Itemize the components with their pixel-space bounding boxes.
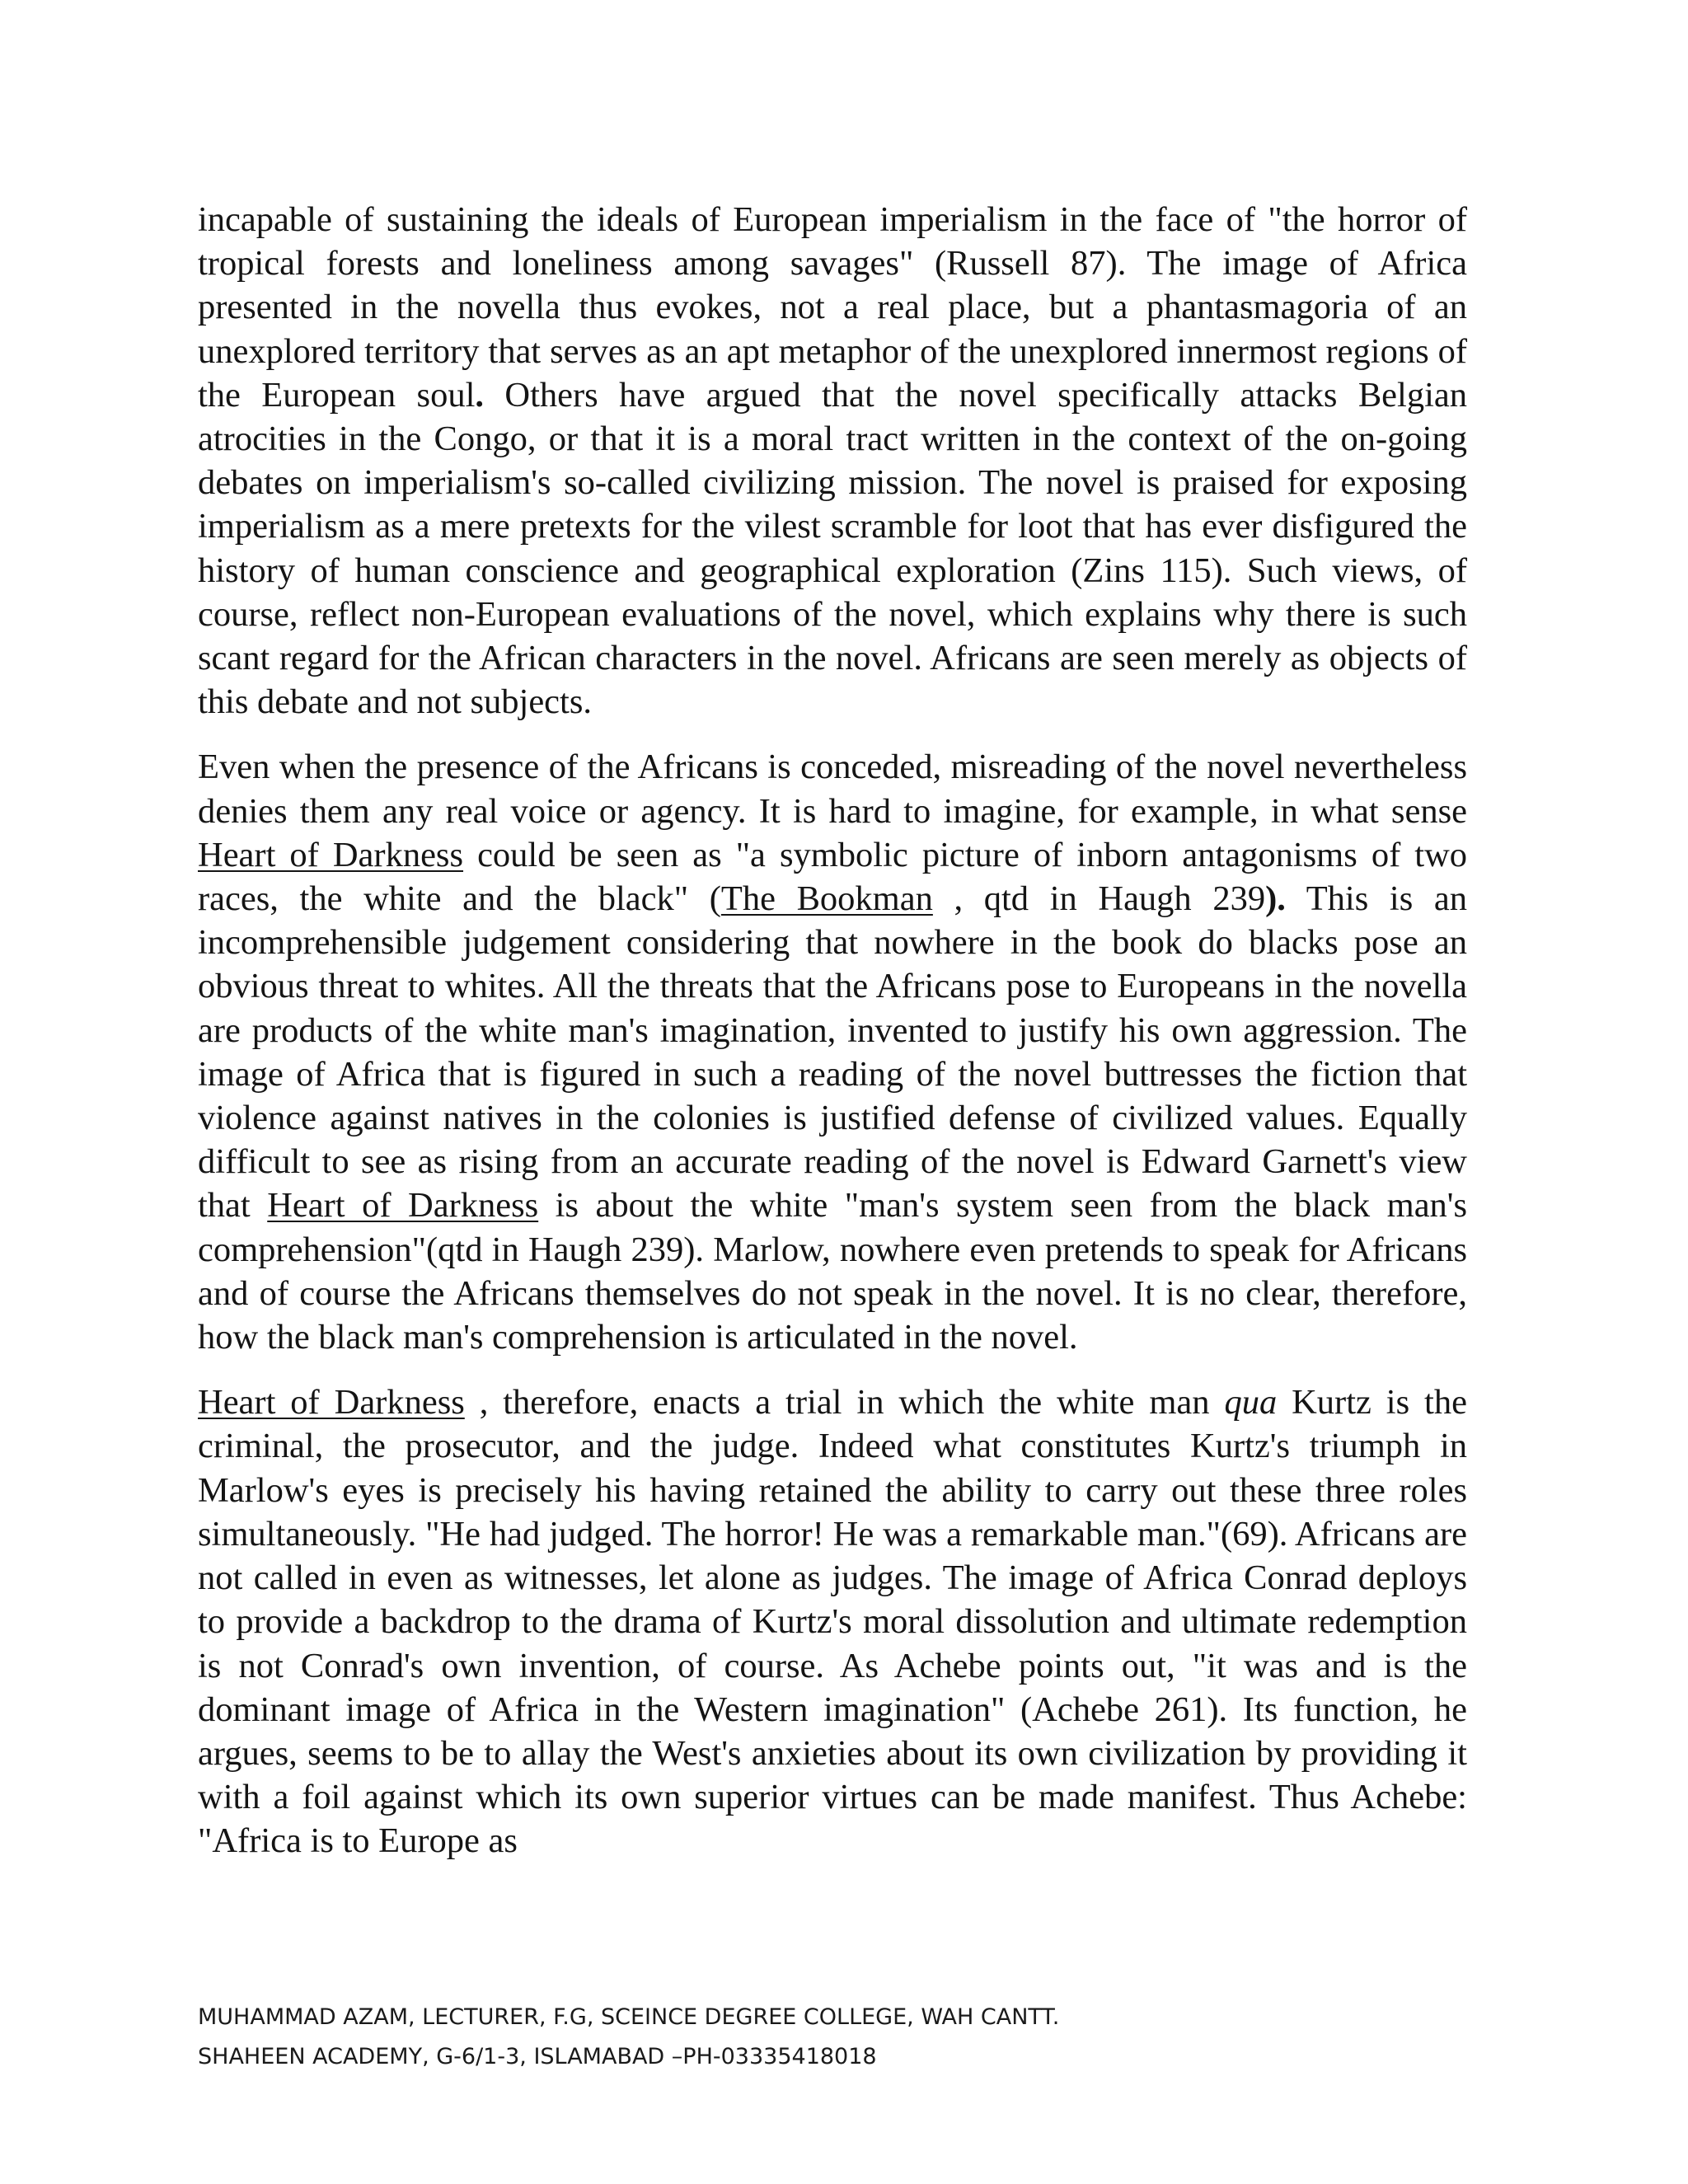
book-title-heart-of-darkness: Heart of Darkness <box>267 1186 539 1226</box>
footer-author-line: MUHAMMAD AZAM, LECTURER, F.G, SCEINCE DEGREE COLLEGE, WAH CANTT. <box>198 2004 1060 2030</box>
book-title-heart-of-darkness: Heart of Darkness <box>198 1383 465 1422</box>
paragraph-3-segment: , therefore, enacts a trial in which the white man <box>464 1383 1225 1422</box>
italic-word-qua: qua <box>1224 1383 1278 1422</box>
book-title-the-bookman: The Bookman <box>720 879 933 919</box>
paragraph-2 <box>198 745 1467 1359</box>
paragraph-1-segment: Others have argued that the novel specifically attacks Belgian atrocities in the Congo, or that it is a moral tract written in the context of the on-going debates on imperialism's so-called civilizing mission. The novel is praised for exposing imperialism as a mere pretexts for the vilest scramble for loot that has ever disfigured the history of human conscience and geographical exploration (Zins 115). Such views, of course, reflect non-European evaluations of the novel, which explains why there is such scant regard for the African characters in the novel. Africans are seen merely as objects of this debate and not subjects. <box>198 375 1468 722</box>
paragraph-1-segment: . <box>475 375 485 415</box>
paragraph-2-segment: ). <box>1265 879 1286 919</box>
page-footer <box>198 1998 1467 2077</box>
paragraph-3-segment: Kurtz is the criminal, the prosecutor, and the judge. Indeed what constitutes Kurtz's triumph in Marlow's eyes is precisely his having retained the ability to carry out these three roles simultaneously. "He had judged. The horror! He was a remarkable man."(69). Africans are not called in even as witnesses, let alone as judges. The image of Africa Conrad deploys to provide a backdrop to the drama of Kurtz's moral dissolution and ultimate redemption is not Conrad's own invention, of course. As Achebe points out, "it was and is the dominant image of Africa in the Western imagination" (Achebe 261). Its function, he argues, seems to be to allay the West's anxieties about its own civilization by providing it with a foil against which its own superior virtues can be made manifest. Thus Achebe: "Africa is to Europe as <box>198 1383 1467 1861</box>
paragraph-2-segment: could be seen as "a symbolic picture of inborn antagonisms of two races, the white and the black" ( <box>198 835 1468 919</box>
paragraph-2-segment: Even when the presence of the Africans is conceded, misreading of the novel nevertheless denies them any real voice or agency. It is hard to imagine, for example, in what sense <box>198 748 1467 831</box>
article-body <box>198 198 1467 1885</box>
paragraph-1 <box>198 198 1467 724</box>
book-title-heart-of-darkness: Heart of Darkness <box>198 835 464 874</box>
paragraph-3 <box>198 1380 1467 1863</box>
paragraph-1-segment: incapable of sustaining the ideals of European imperialism in the face of "the horror of tropical forests and loneliness among savages" (Russell 87). The image of Africa presented in the novella thus evokes, not a real place, but a phantasmagoria of an unexplored territory that serves as an apt metaphor of the unexplored innermost regions of the European soul <box>198 200 1467 415</box>
paragraph-2-segment: , qtd in Haugh 239 <box>932 879 1266 919</box>
paragraph-2-segment: This is an incomprehensible judgement considering that nowhere in the book do blacks pose an obvious threat to whites. All the threats that the Africans pose to Europeans in the novella are products of the white man's imagination, invented to justify his own aggression. The image of Africa that is figured in such a reading of the novel buttresses the fiction that violence against natives in the colonies is justified defense of civilized values. Equally difficult to see as rising from an accurate reading of the novel is Edward Garnett's view that <box>198 879 1468 1226</box>
footer-academy-line: SHAHEEN ACADEMY, G-6/1-3, ISLAMABAD –PH-03335418018 <box>198 2044 877 2069</box>
paragraph-2-segment: is about the white "man's system seen from the black man's comprehension"(qtd in Haugh 239). Marlow, nowhere even pretends to speak for Africans and of course the Africans themselves do not speak in the novel. It is no clear, therefore, how the black man's comprehension is articulated in the novel. <box>198 1186 1467 1357</box>
